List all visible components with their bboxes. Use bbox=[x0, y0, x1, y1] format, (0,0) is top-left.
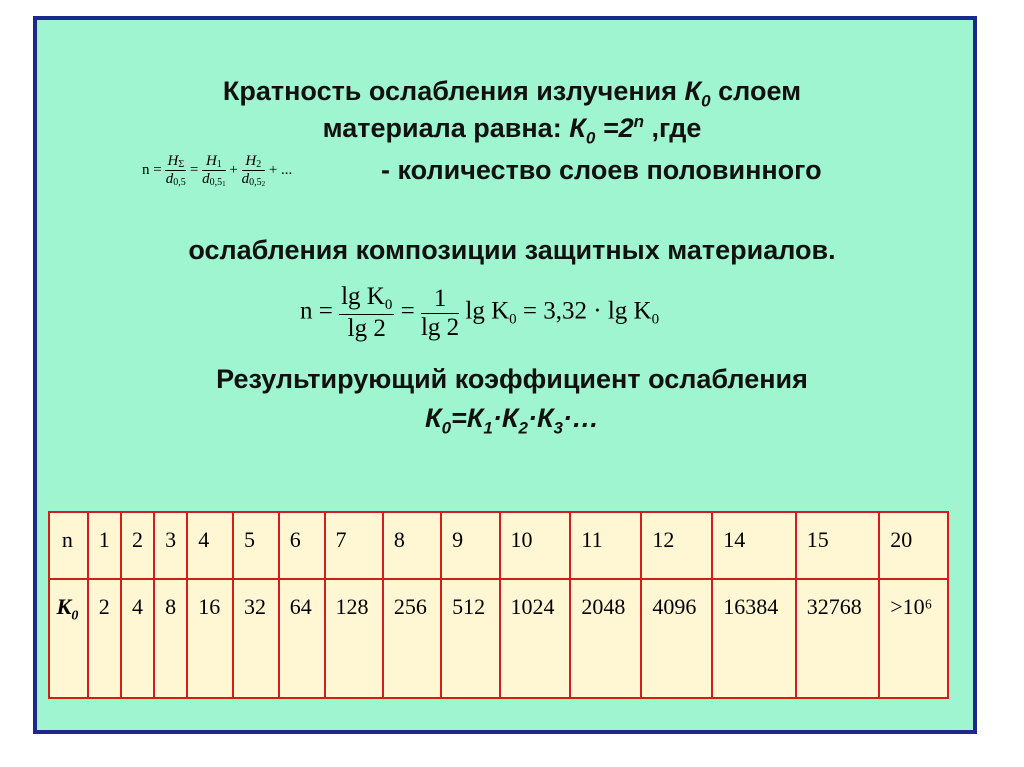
table-cell-k0: 2 bbox=[88, 579, 121, 698]
table-cell-n: 10 bbox=[500, 512, 571, 579]
table-cell-n: 1 bbox=[88, 512, 121, 579]
heading-line-5: Результирующий коэффициент ослабления bbox=[216, 364, 808, 394]
table-cell-n: 3 bbox=[154, 512, 187, 579]
table-cell-k0: 4 bbox=[121, 579, 154, 698]
table-cell-k0: 4096 bbox=[641, 579, 712, 698]
table-cell-k0: 16 bbox=[187, 579, 233, 698]
heading-line-6: $К_0=К_1\cdot К_2\cdot К_3\cdot\dots$ bbox=[424, 403, 600, 438]
formula-n-log: n = $\frac{\lg K_0}{\lg 2}$ = $\frac{1}{\lg 2}$ $\lg K_0 = 3,32 \cdot \lg K_0$ bbox=[300, 283, 660, 342]
k0-symbol: $К_0$ bbox=[684, 76, 711, 111]
table-cell-k0: 16384 bbox=[712, 579, 795, 698]
heading-line-1 bbox=[0, 76, 1024, 111]
table-cell-n: 5 bbox=[233, 512, 279, 579]
table-cell-k0: 32768 bbox=[796, 579, 879, 698]
table-cell-n: 8 bbox=[383, 512, 441, 579]
table-header-k0: $К_0$ bbox=[49, 579, 88, 698]
table-cell-n: 2 bbox=[121, 512, 154, 579]
formula-n-sum: n = $\frac{H\Sigma}{d0,5}$ = $\frac{H1}{d0,5_1}$ + $\frac{H2}{d0,5_2}$ + ... bbox=[142, 153, 293, 188]
heading-text: материала равна: bbox=[322, 113, 562, 143]
table-cell-k0: 2048 bbox=[570, 579, 641, 698]
heading-line-4: ослабления композиции защитных материалов. bbox=[188, 235, 836, 265]
table-cell-n: 7 bbox=[325, 512, 383, 579]
attenuation-table bbox=[48, 511, 949, 699]
table-cell-k0: 32 bbox=[233, 579, 279, 698]
heading-text: слоем bbox=[718, 76, 802, 106]
table-cell-k0: 512 bbox=[441, 579, 499, 698]
table-cell-n: 15 bbox=[796, 512, 879, 579]
table-row-k0 bbox=[49, 579, 948, 698]
table-cell-k0: >10⁶ bbox=[879, 579, 948, 698]
heading-text: ,где bbox=[651, 113, 702, 143]
table-cell-n: 9 bbox=[441, 512, 499, 579]
heading-line-2 bbox=[0, 112, 1024, 148]
table-cell-n: 11 bbox=[570, 512, 641, 579]
table-cell-k0: 64 bbox=[279, 579, 325, 698]
table-cell-k0: 1024 bbox=[500, 579, 571, 698]
table-header-n: n bbox=[49, 512, 88, 579]
heading-line-3: - количество слоев половинного bbox=[381, 155, 822, 185]
table-cell-n: 20 bbox=[879, 512, 948, 579]
table-cell-k0: 8 bbox=[154, 579, 187, 698]
table-cell-n: 14 bbox=[712, 512, 795, 579]
k0-equation: $К_0 =2^n$ bbox=[569, 112, 644, 148]
table-cell-n: 4 bbox=[187, 512, 233, 579]
table-cell-k0: 128 bbox=[325, 579, 383, 698]
heading-text: Кратность ослабления излучения bbox=[222, 76, 678, 106]
table-cell-k0: 256 bbox=[383, 579, 441, 698]
table-row-n bbox=[49, 512, 948, 579]
table-cell-n: 6 bbox=[279, 512, 325, 579]
table-cell-n: 12 bbox=[641, 512, 712, 579]
